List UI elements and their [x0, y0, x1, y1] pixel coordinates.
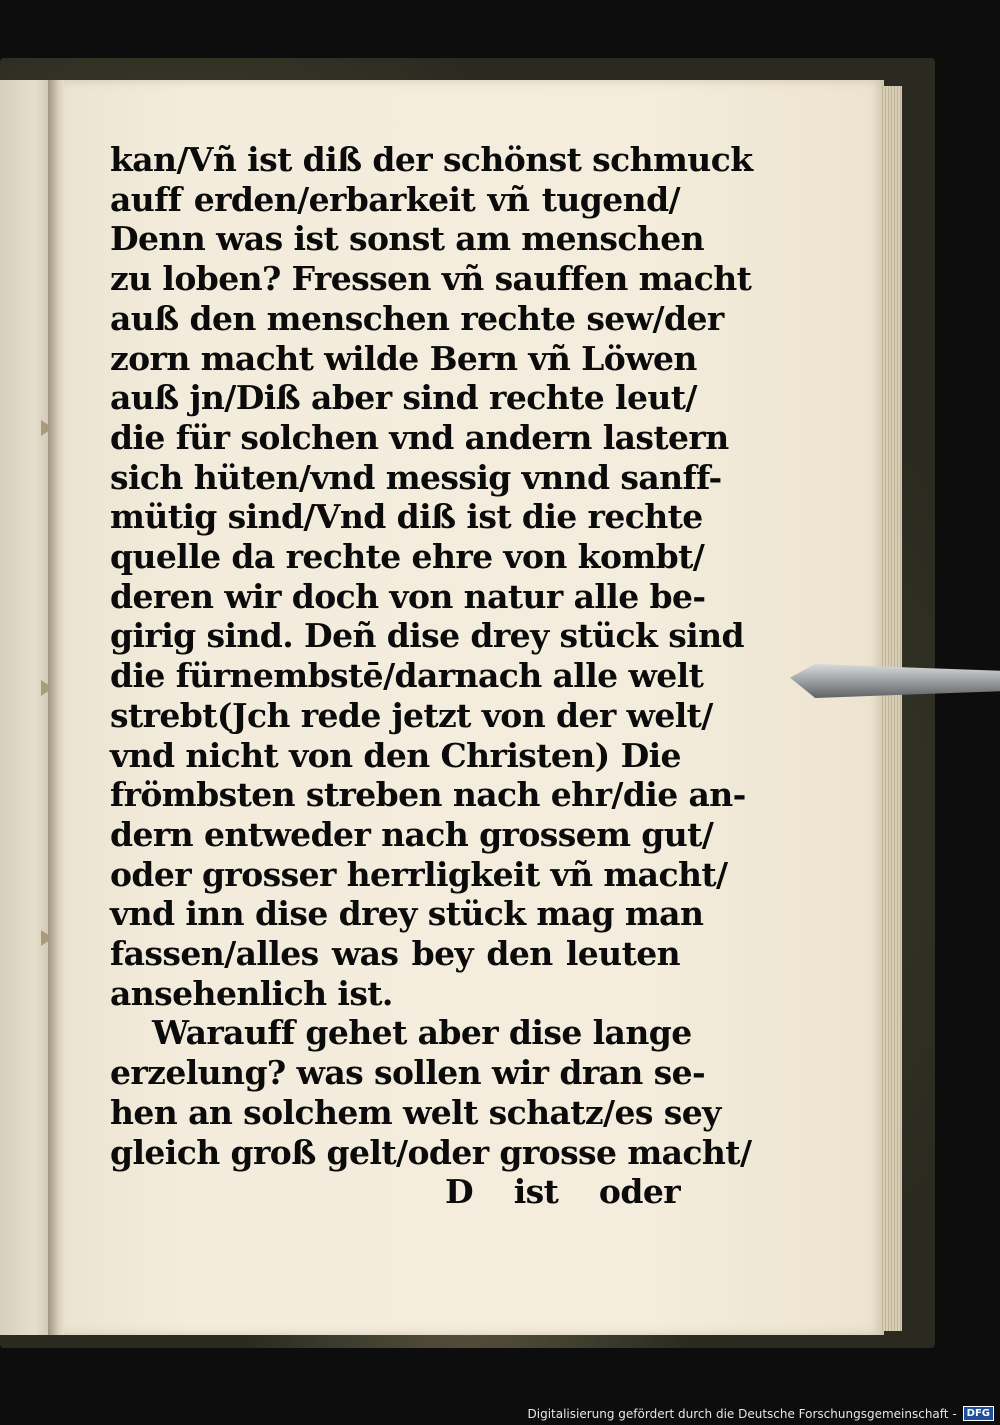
- metal-pointer: [790, 664, 1000, 698]
- text-line: kan/Vñ ist diß der schönst schmuck: [110, 140, 753, 179]
- text-line: auß den menschen rechte sew/der: [110, 298, 724, 338]
- text-line: gleich groß gelt/oder grosse macht/: [110, 1132, 752, 1172]
- text-line: Denn was ist sonst am menschen: [110, 219, 705, 259]
- left-page-edge: [0, 80, 52, 1335]
- text-line: vnd inn dise drey stück mag man: [110, 894, 704, 934]
- text-line: vnd nicht von den Christen) Die: [110, 735, 681, 775]
- text-line: girig sind. Deñ dise drey stück sind: [110, 616, 744, 656]
- text-line: strebt(Jch rede jetzt von der welt/: [110, 695, 713, 735]
- text-line: die fürnembstē/darnach alle welt: [110, 656, 704, 696]
- text-line: auff erden/erbarkeit vñ tugend/: [110, 179, 680, 219]
- text-line: auß jn/Diß aber sind rechte leut/: [110, 378, 697, 418]
- text-line: frömbsten streben nach ehr/die an-: [110, 775, 746, 815]
- text-line: dern entweder nach grossem gut/: [110, 814, 714, 854]
- catchword: D ist oder: [445, 1172, 680, 1212]
- footer-text: Digitalisierung gefördert durch die Deutsche Forschungsgemeinschaft -: [527, 1406, 957, 1421]
- text-line: sich hüten/vnd messig vnnd sanff-: [110, 457, 722, 497]
- page-text: [110, 140, 753, 1212]
- dfg-logo: DFG: [963, 1406, 994, 1421]
- text-line: erzelung? was sollen wir dran se-: [110, 1053, 706, 1093]
- text-line: hen an solchem welt schatz/es sey: [110, 1092, 721, 1132]
- page-stack-edges: [880, 86, 902, 1331]
- text-line: zu loben? Fressen vñ sauffen macht: [110, 259, 752, 299]
- text-line: oder grosser herrligkeit vñ macht/: [110, 854, 728, 894]
- text-line: deren wir doch von natur alle be-: [110, 576, 706, 616]
- footer-credit: [528, 1406, 995, 1421]
- text-line: die für solchen vnd andern lastern: [110, 417, 729, 457]
- text-line: zorn macht wilde Bern vñ Löwen: [110, 338, 697, 378]
- text-line: mütig sind/Vnd diß ist die rechte: [110, 497, 703, 537]
- text-line: ansehenlich ist.: [110, 973, 393, 1013]
- text-line: quelle da rechte ehre von kombt/: [110, 537, 705, 577]
- text-line: Warauff gehet aber dise lange: [152, 1013, 692, 1053]
- text-line: fassen/alles was bey den leuten: [110, 934, 680, 974]
